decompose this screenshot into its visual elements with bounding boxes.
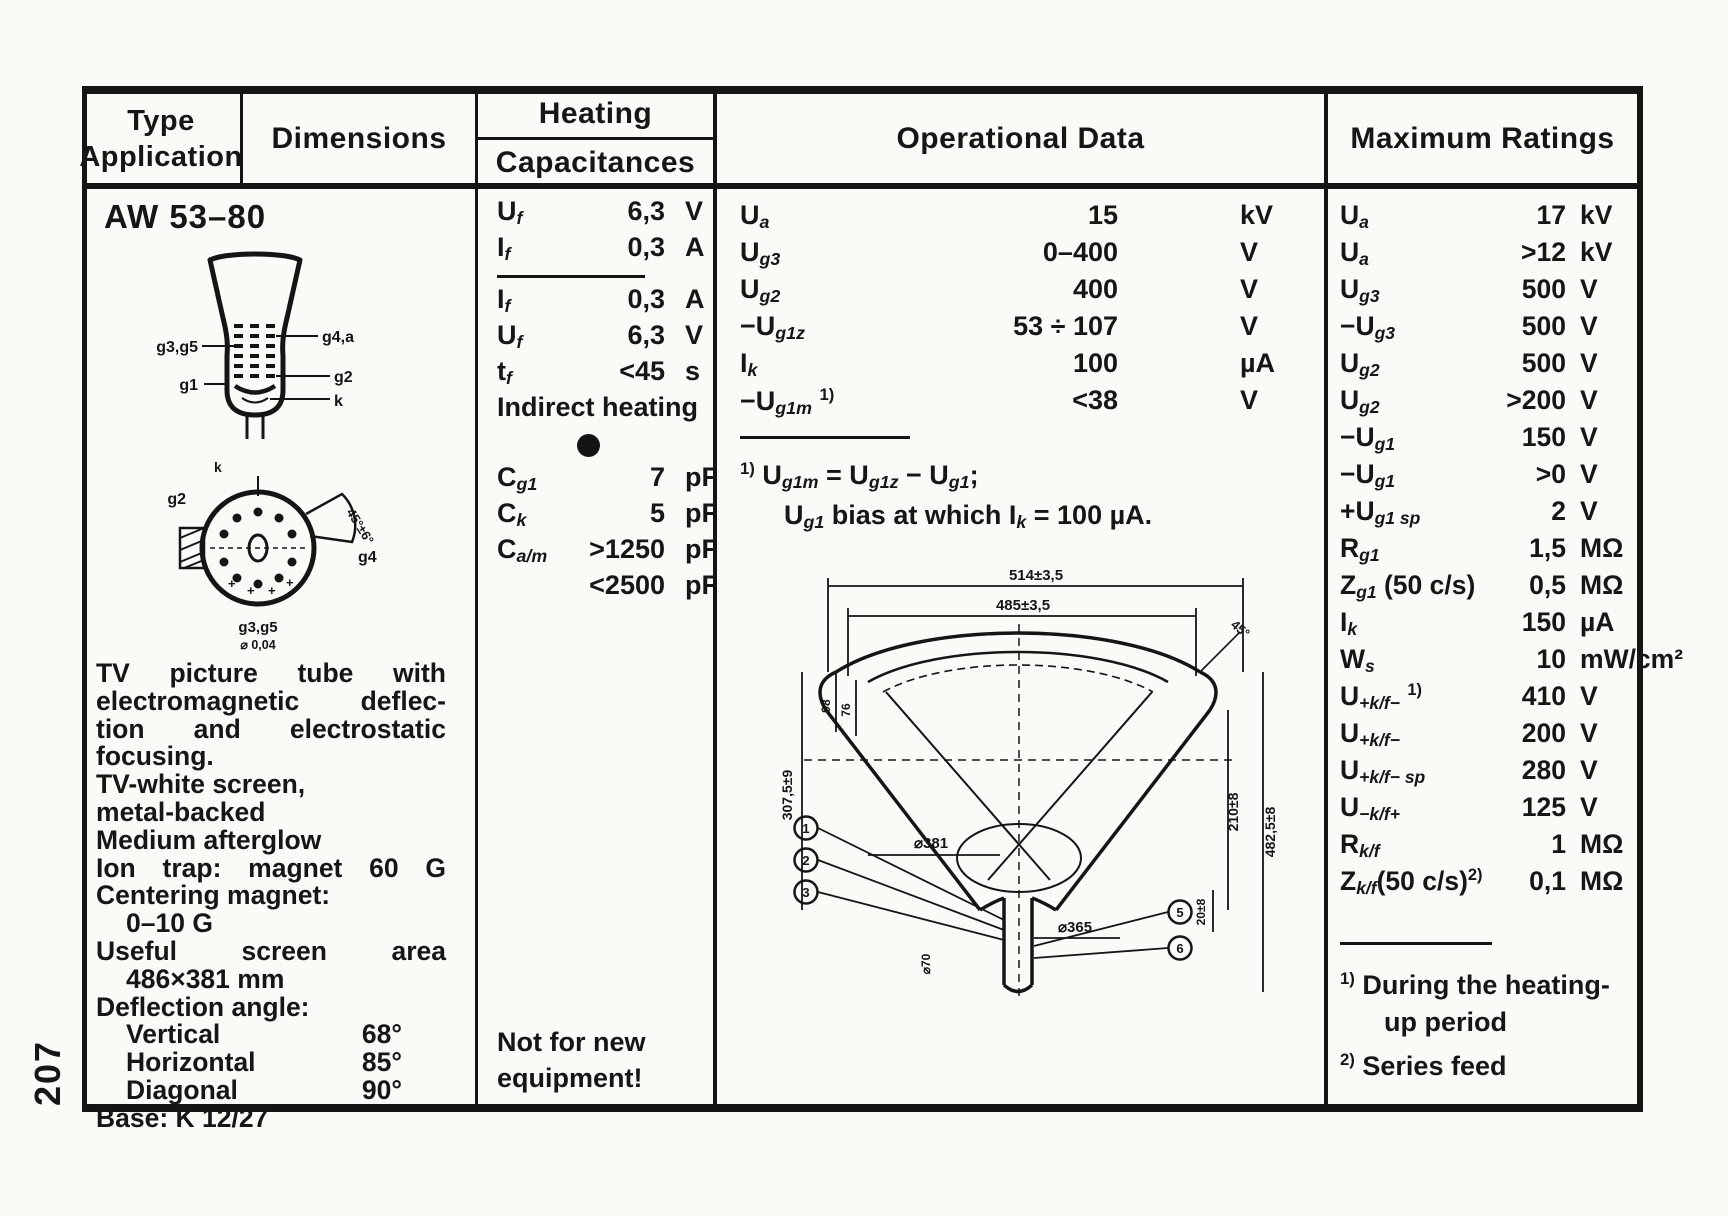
data-row (1340, 755, 1632, 792)
page-number: 207 (27, 1039, 68, 1107)
description-line: Base: K 12/27 (96, 1102, 269, 1133)
label-g4-a: g4,a (322, 329, 355, 346)
row-label: $U_a$ (740, 200, 770, 232)
description-line: electromagnetic deflec- (96, 685, 446, 716)
row-label: $U_{g2}$ (1340, 385, 1380, 417)
row-unit: MΩ (1580, 533, 1624, 563)
dim-height-right: 210±8 (1225, 792, 1241, 832)
row-label: $U_f$ (497, 320, 523, 352)
data-row (1340, 200, 1632, 237)
row-unit: V (1580, 274, 1598, 304)
base-label-g4: g4 (358, 549, 377, 566)
row-value: 400 (1072, 274, 1118, 304)
row-unit: V (1580, 792, 1598, 822)
heating-capacitance-table (497, 196, 718, 606)
row-value: 150 (1521, 607, 1566, 637)
row-unit: pF (685, 570, 718, 600)
row-unit: V (685, 196, 704, 226)
data-row (740, 348, 1306, 385)
row-unit: V (1580, 422, 1598, 452)
data-row (497, 284, 707, 320)
data-row (497, 356, 707, 392)
data-row (1340, 496, 1632, 533)
data-row (1340, 829, 1632, 866)
dim-face-diameter: ⌀365 (1058, 919, 1093, 936)
row-unit: µA (1580, 607, 1615, 637)
gun-electrode-dashes (234, 324, 275, 378)
row-unit: kV (1580, 200, 1613, 230)
bullet-dot (577, 434, 600, 457)
base-caption-tolerance: ⌀ 0,04 (240, 638, 276, 652)
row-value: 125 (1521, 792, 1566, 822)
row-value: >0 (1535, 459, 1566, 489)
data-row (1340, 718, 1632, 755)
row-value: 1,5 (1529, 533, 1566, 563)
row-label: $U_{+k/f-}$ $^{1)}$ (1340, 681, 1422, 713)
data-row (740, 200, 1306, 237)
row-unit: V (1580, 681, 1598, 711)
base-label-k: k (214, 459, 222, 475)
footnote-line: up period (1384, 1007, 1507, 1037)
row-value: 1 (1551, 829, 1566, 859)
row-label: $I_k$ (1340, 607, 1358, 639)
obsolete-note-line1: Not for new (497, 1027, 646, 1057)
row-value: 0,3 (627, 232, 665, 262)
pin-ref-5: 5 (1176, 905, 1184, 920)
row-label: $C_{g1}$ (497, 462, 538, 494)
row-value: 2 (1551, 496, 1566, 526)
row-label: $-U_{g1z}$ (740, 311, 805, 343)
row-label: $U_{+k/f-}$ (1340, 718, 1400, 750)
tube-outline-drawing (150, 248, 400, 453)
row-unit: V (1240, 385, 1259, 415)
row-label: $R_{k/f}$ (1340, 829, 1380, 861)
data-row (740, 237, 1306, 274)
row-label: $Z_{g1}$ (50 c/s) (1340, 570, 1476, 602)
row-unit: MΩ (1580, 570, 1624, 600)
row-label: $U_a$ (1340, 237, 1369, 269)
row-label: $-U_{g1m}$ $^{1)}$ (740, 385, 835, 418)
data-row (740, 274, 1306, 311)
footnote-line: $^{1)}$ During the heating- (1340, 969, 1610, 1000)
row-label: $U_a$ (1340, 200, 1369, 232)
data-row (1340, 644, 1684, 681)
description-line: Vertical 68° (126, 1019, 402, 1050)
base-label-angle: 45°±6° (343, 505, 377, 547)
row-label: $U_{g3}$ (1340, 274, 1380, 306)
description-line: TV-white screen, (96, 769, 306, 800)
crt-dimension-drawing (718, 560, 1318, 1010)
maximum-footnote-rule (1340, 942, 1492, 945)
row-unit: A (685, 284, 705, 314)
row-unit: s (685, 356, 701, 386)
data-row (1340, 570, 1632, 607)
row-unit: V (685, 320, 704, 350)
description-line: Centering magnet: (96, 880, 331, 911)
dim-left-a: 98 (819, 699, 833, 713)
row-unit: kV (1240, 200, 1274, 230)
dim-angle: 45° (1228, 616, 1253, 641)
dim-width-outer: 514±3,5 (1008, 567, 1064, 584)
obsolete-note-line2: equipment! (497, 1063, 643, 1093)
row-value: 280 (1521, 755, 1566, 785)
row-value: 0,1 (1529, 866, 1566, 896)
data-row (497, 320, 707, 356)
description-value: 68° (361, 1019, 402, 1050)
row-value: 100 (1072, 348, 1118, 378)
base-label-g2: g2 (167, 491, 186, 508)
row-label: $I_k$ (740, 348, 758, 380)
tube-type-name: AW 53–80 (104, 198, 267, 235)
row-value: >12 (1521, 237, 1566, 267)
table-border-top (82, 86, 1643, 94)
row-unit: V (1580, 496, 1598, 526)
data-row (1340, 422, 1632, 459)
row-label: $-U_{g3}$ (1340, 311, 1396, 343)
label-k: k (334, 393, 343, 410)
table-border-left (82, 86, 87, 1112)
row-value: 500 (1521, 311, 1566, 341)
base-caption-electrodes: g3,g5 (238, 619, 278, 636)
dim-neck-length: 20±8 (1194, 898, 1208, 926)
description-line: 0–10 G (126, 908, 213, 939)
row-unit: V (1240, 311, 1259, 341)
obsolete-note (497, 1024, 646, 1096)
row-value: 17 (1536, 200, 1566, 230)
data-row (1340, 459, 1632, 496)
row-label: $+U_{g1 sp}$ (1340, 496, 1421, 528)
row-value: 150 (1521, 422, 1566, 452)
description-line: Ion trap: magnet 60 G (96, 852, 446, 883)
data-row (1340, 607, 1632, 644)
row-value: 200 (1521, 718, 1566, 748)
description-line: Horizontal 85° (126, 1047, 402, 1078)
row-label: $U_{g3}$ (740, 237, 781, 269)
footnote-line: $U_{g1}$ bias at which $I_k = 100$ µA. (784, 500, 1153, 532)
dim-length-right: 482,5±8 (1262, 806, 1278, 858)
row-unit: MΩ (1580, 866, 1624, 896)
operational-data-table (740, 200, 1306, 422)
pin-ref-3: 3 (802, 885, 810, 900)
data-row (497, 498, 718, 534)
pin-ref-6: 6 (1176, 941, 1184, 956)
description-line: tion and electrostatic (96, 713, 446, 744)
data-row (1340, 237, 1632, 274)
row-unit: kV (1580, 237, 1613, 267)
row-unit: V (1580, 311, 1598, 341)
svg-text:+: + (268, 583, 276, 598)
data-row (497, 534, 718, 570)
description-line: 486×381 mm (126, 963, 285, 994)
dim-height-left: 307,5±9 (779, 769, 795, 821)
row-unit: µA (1240, 348, 1276, 378)
base-pinout-drawing (140, 456, 400, 656)
row-label: $W_s$ (1340, 644, 1375, 676)
row-value: <2500 (589, 570, 665, 600)
application-description (96, 660, 448, 1133)
row-value: 7 (649, 462, 665, 492)
row-label: $U_{-k/f+}$ (1340, 792, 1400, 824)
data-row (1340, 311, 1632, 348)
svg-text:+: + (247, 583, 255, 598)
row-label: $U_{g2}$ (1340, 348, 1380, 380)
row-label: $R_{g1}$ (1340, 533, 1380, 565)
header-dimensions: Dimensions (271, 122, 447, 155)
data-row (1340, 681, 1632, 718)
data-row (740, 311, 1306, 348)
footnote-line: $^{1)}$ $U_{g1m} = U_{g1z} - U_{g1}$; (740, 459, 979, 492)
row-value: 0,5 (1529, 570, 1566, 600)
row-label: $C_k$ (497, 498, 527, 530)
description-line: TV picture tube with (96, 658, 446, 688)
description-value: 90° (361, 1074, 402, 1105)
row-label: $I_f$ (497, 232, 511, 264)
pin-ref-2: 2 (802, 853, 810, 868)
row-value: 53 ÷ 107 (1013, 311, 1118, 341)
data-row (497, 196, 707, 232)
row-unit: V (1240, 274, 1259, 304)
row-unit: mW/cm² (1580, 644, 1684, 674)
divider-operational-maximum (1324, 86, 1328, 1112)
data-row (740, 385, 1306, 422)
row-value: >1250 (589, 534, 665, 564)
row-value: >200 (1506, 385, 1566, 415)
row-unit: MΩ (1580, 829, 1624, 859)
header-maximum-ratings: Maximum Ratings (1350, 122, 1615, 155)
maximum-footnotes (1340, 960, 1610, 1085)
data-row (497, 232, 707, 268)
row-unit: V (1580, 385, 1598, 415)
row-separator-rule (497, 275, 645, 278)
header-type-application (79, 94, 243, 184)
header-operational-data: Operational Data (896, 122, 1145, 155)
data-row (1340, 866, 1632, 903)
bulb-outline (820, 633, 1216, 992)
row-unit: V (1580, 348, 1598, 378)
label-g3-g5: g3,g5 (156, 339, 198, 356)
svg-text:+: + (286, 575, 294, 590)
heating-capacitances-rule (478, 137, 713, 140)
row-value: 410 (1521, 681, 1566, 711)
row-value: 10 (1536, 644, 1566, 674)
row-unit: V (1580, 718, 1598, 748)
divider-dimensions-heating (475, 86, 478, 1112)
row-value: 5 (649, 498, 665, 528)
row-unit: A (685, 232, 705, 262)
heater-arc (242, 398, 268, 403)
header-heating: Heating (538, 97, 653, 130)
row-unit: V (1580, 755, 1598, 785)
row-label: $t_f$ (497, 356, 512, 388)
row-value: 6,3 (627, 196, 665, 226)
description-line: Diagonal 90° (126, 1074, 402, 1105)
row-value: <38 (1072, 385, 1118, 415)
row-unit: V (1580, 459, 1598, 489)
data-row (497, 462, 718, 498)
row-value: 6,3 (627, 320, 665, 350)
row-label: $C_{a/m}$ (497, 534, 548, 566)
cathode-arc (235, 386, 275, 393)
row-value: 0–400 (1042, 237, 1118, 267)
description-line: metal-backed (96, 796, 266, 827)
row-unit: pF (685, 534, 718, 564)
row-unit: pF (685, 498, 718, 528)
base-leads (247, 415, 263, 439)
row-label: $U_{g2}$ (740, 274, 781, 306)
description-value: 85° (361, 1047, 402, 1078)
row-value: 500 (1521, 348, 1566, 378)
header-capacitances: Capacitances (495, 146, 696, 179)
row-unit: V (1240, 237, 1259, 267)
pin-ref-1: 1 (802, 821, 810, 836)
angle-leader (1200, 632, 1240, 672)
header-type: Type (127, 105, 195, 137)
row-label: $-U_{g1}$ (1340, 422, 1396, 454)
row-label: $U_f$ (497, 196, 523, 228)
row-value: 500 (1521, 274, 1566, 304)
description-line: Deflection angle: (96, 991, 310, 1022)
data-row (1340, 533, 1632, 570)
data-row (1340, 792, 1632, 829)
screen-dashed-arc (883, 665, 1153, 692)
maximum-ratings-table (1340, 200, 1684, 903)
row-value: 15 (1087, 200, 1118, 230)
dim-neck-diameter: ⌀70 (919, 953, 933, 975)
row-label: $Z_{k/f}(50$ c/s)$^{2)}$ (1340, 866, 1483, 898)
footnote-line: $^{2)}$ Series feed (1340, 1050, 1507, 1081)
data-row (497, 570, 718, 606)
table-border-right (1637, 86, 1643, 1112)
operational-footnote-rule (740, 436, 910, 439)
description-line: Useful screen area (96, 935, 446, 966)
data-row (1340, 274, 1632, 311)
dim-screen-diameter: ⌀381 (914, 835, 949, 852)
description-line: focusing. (96, 741, 214, 772)
row-unit: pF (685, 462, 718, 492)
row-value: 0,3 (627, 284, 665, 314)
bullet-marker-row (497, 429, 707, 462)
data-row (1340, 348, 1632, 385)
dim-left-b: 76 (839, 703, 853, 717)
text-row: Indirect heating (497, 392, 699, 422)
row-value: <45 (619, 356, 665, 386)
label-g2: g2 (334, 369, 353, 386)
svg-text:+: + (228, 576, 236, 591)
description-line: Medium afterglow (96, 824, 322, 855)
data-row (1340, 385, 1632, 422)
label-g1: g1 (179, 377, 198, 394)
operational-footnotes (740, 450, 1152, 537)
row-label: $I_f$ (497, 284, 511, 316)
screen-inner-arc (868, 652, 1168, 682)
row-label: $-U_{g1}$ (1340, 459, 1396, 491)
header-application: Application (79, 141, 243, 173)
dim-width-inner: 485±3,5 (995, 597, 1051, 614)
row-label: $U_{+k/f- sp}$ (1340, 755, 1426, 787)
